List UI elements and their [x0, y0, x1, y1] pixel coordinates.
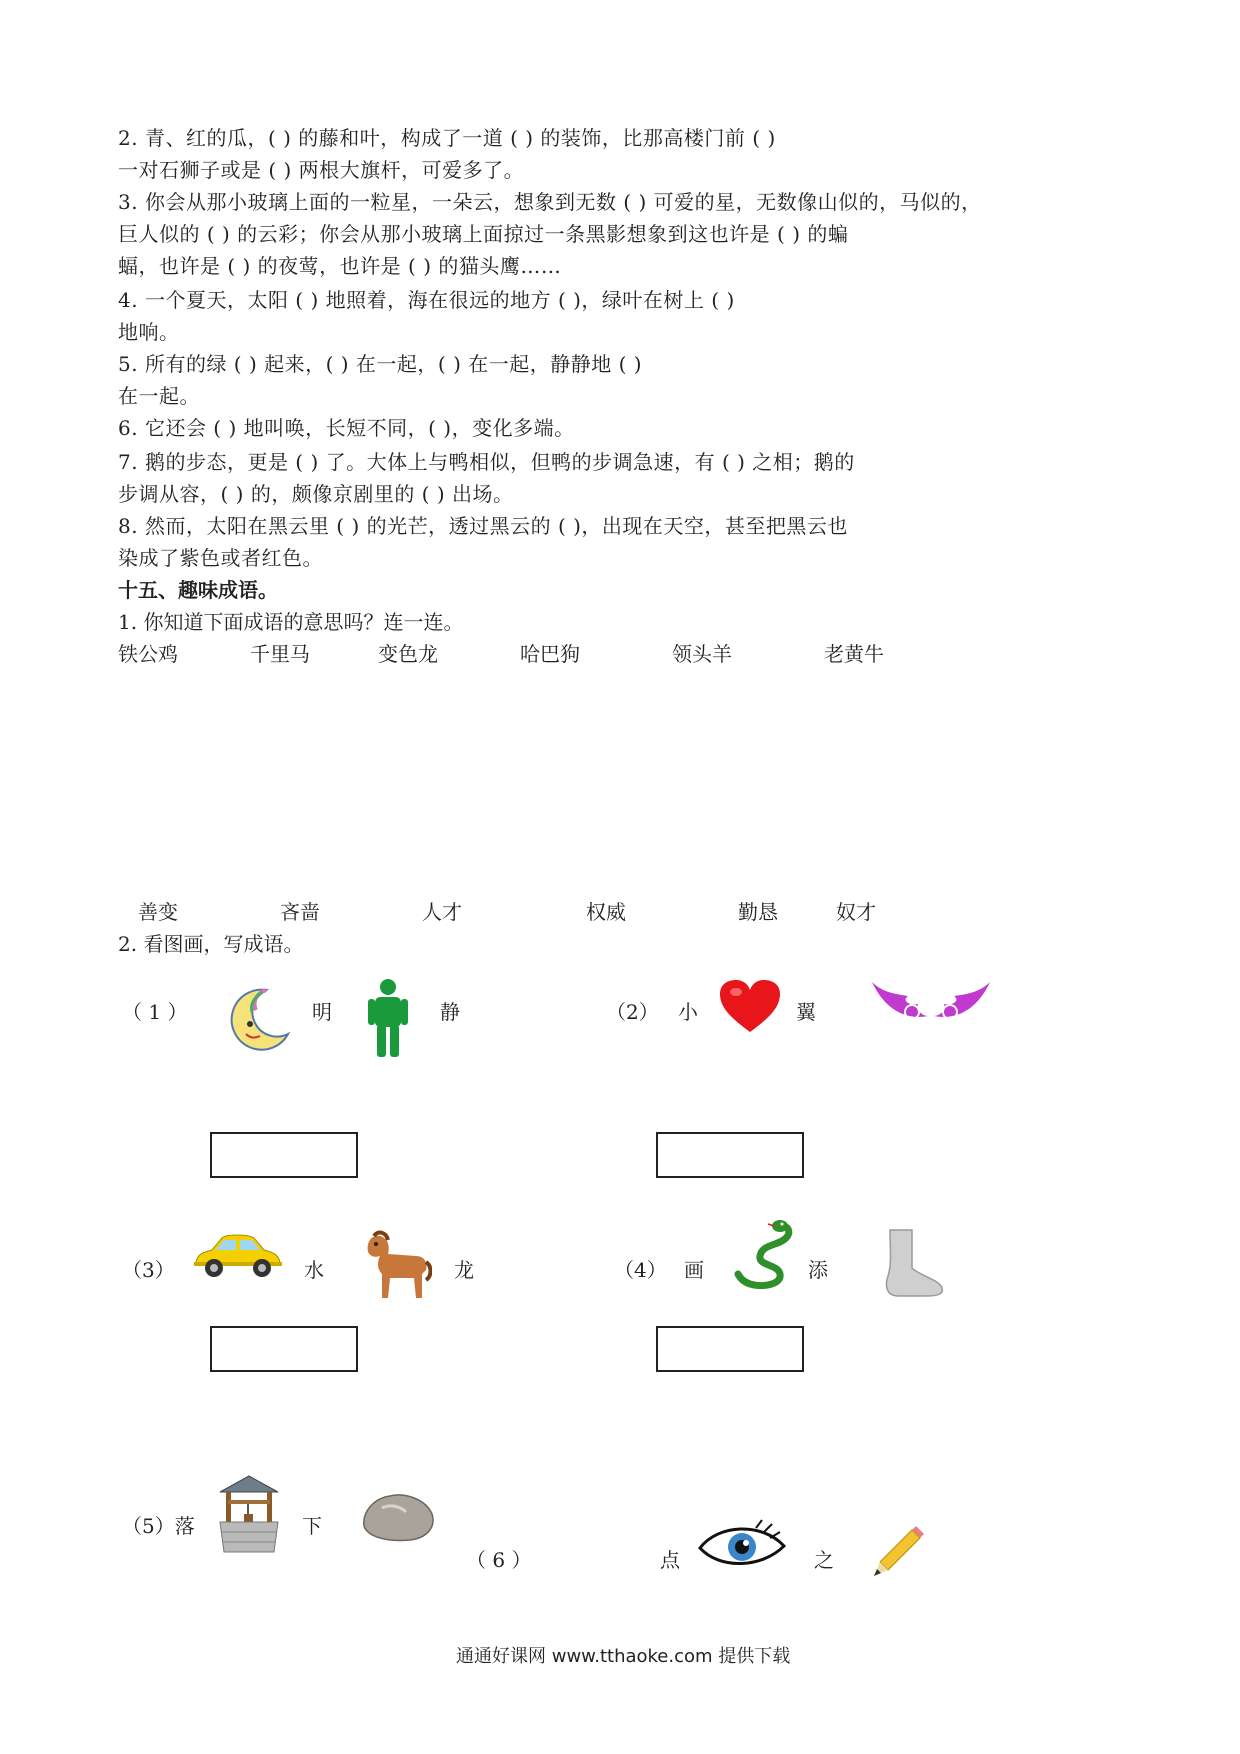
meaning-1: 善变: [138, 900, 178, 924]
meaning-5: 勤恳: [738, 900, 778, 924]
picture-6-char-2: 之: [814, 1548, 834, 1572]
picture-6-label: （ 6 ）: [466, 1548, 532, 1572]
picture-4-char-1: 画: [684, 1258, 704, 1282]
fill-line-7: 地响。: [118, 320, 180, 344]
picture-4-char-2: 添: [808, 1258, 828, 1282]
snake-icon: [734, 1218, 796, 1290]
q1-prompt: 1. 你知道下面成语的意思吗？连一连。: [118, 610, 464, 634]
idiom-top-1: 铁公鸡: [118, 642, 178, 666]
horse-icon: [360, 1228, 432, 1302]
well-icon: [214, 1472, 284, 1554]
picture-5-label: （5）落: [122, 1514, 195, 1538]
fill-line-14: 染成了紫色或者红色。: [118, 546, 323, 570]
meaning-6: 奴才: [836, 900, 876, 924]
picture-3-label: （3）: [122, 1258, 175, 1282]
answer-box-2[interactable]: [656, 1132, 804, 1178]
moon-icon: [226, 984, 296, 1054]
fill-line-9: 在一起。: [118, 384, 200, 408]
idiom-top-3: 变色龙: [378, 642, 438, 666]
picture-1-label: （ 1 ）: [122, 1000, 188, 1024]
picture-3-char-2: 龙: [454, 1258, 474, 1282]
fill-line-8: 5. 所有的绿 ( ) 起来，( ) 在一起，( ) 在一起，静静地 ( ): [118, 352, 643, 376]
picture-6-char-1: 点: [660, 1548, 680, 1572]
footer-text: 通通好课网 www.tthaoke.com 提供下载: [456, 1646, 791, 1667]
fill-line-10: 6. 它还会 ( ) 地叫唤，长短不同，( )，变化多端。: [118, 416, 575, 440]
meaning-4: 权威: [586, 900, 626, 924]
idiom-top-4: 哈巴狗: [520, 642, 580, 666]
idiom-top-5: 领头羊: [672, 642, 732, 666]
pencil-icon: [868, 1522, 926, 1580]
answer-box-1[interactable]: [210, 1132, 358, 1178]
fill-line-3: 3. 你会从那小玻璃上面的一粒星，一朵云，想象到无数 ( ) 可爱的星，无数像山似的，马似的，: [118, 190, 982, 214]
answer-box-4[interactable]: [656, 1326, 804, 1372]
picture-2-char-2: 翼: [796, 1000, 816, 1024]
person-icon: [366, 978, 410, 1058]
idiom-top-6: 老黄牛: [824, 642, 884, 666]
picture-1-char-2: 静: [440, 1000, 460, 1024]
stone-icon: [360, 1490, 436, 1542]
section-heading: 十五、趣味成语。: [118, 578, 278, 602]
idiom-top-2: 千里马: [250, 642, 310, 666]
fill-line-5: 蝠，也许是 ( ) 的夜莺，也许是 ( ) 的猫头鹰……: [118, 254, 562, 278]
picture-2-label: （2）: [606, 1000, 659, 1024]
meaning-3: 人才: [422, 900, 462, 924]
fill-line-1: 2. 青、红的瓜，( ) 的藤和叶，构成了一道 ( ) 的装饰，比那高楼门前 ( ): [118, 126, 776, 150]
picture-4-label: （4）: [614, 1258, 667, 1282]
fill-line-6: 4. 一个夏天，太阳 ( ) 地照着，海在很远的地方 ( )，绿叶在树上 ( ): [118, 288, 735, 312]
meaning-2: 吝啬: [280, 900, 320, 924]
wings-icon: [868, 976, 994, 1030]
heart-icon: [718, 978, 782, 1034]
fill-line-4: 巨人似的 ( ) 的云彩；你会从那小玻璃上面掠过一条黑影想象到这也许是 ( ) 的蝙: [118, 222, 849, 246]
picture-2-char-1: 小: [678, 1000, 698, 1024]
foot-icon: [880, 1228, 946, 1298]
fill-line-13: 8. 然而，太阳在黑云里 ( ) 的光芒，透过黑云的 ( )，出现在天空，甚至把黑云也: [118, 514, 848, 538]
picture-5-char-1: 下: [302, 1514, 322, 1538]
eye-icon: [696, 1516, 788, 1576]
picture-3-char-1: 水: [304, 1258, 324, 1282]
car-icon: [190, 1230, 284, 1280]
fill-line-12: 步调从容，( ) 的，颇像京剧里的 ( ) 出场。: [118, 482, 514, 506]
picture-1-char-1: 明: [312, 1000, 332, 1024]
fill-line-2: 一对石狮子或是 ( ) 两根大旗杆，可爱多了。: [118, 158, 525, 182]
answer-box-3[interactable]: [210, 1326, 358, 1372]
fill-line-11: 7. 鹅的步态，更是 ( ) 了。大体上与鸭相似，但鸭的步调急速，有 ( ) 之相；鹅的: [118, 450, 855, 474]
q2-prompt: 2. 看图画，写成语。: [118, 932, 304, 956]
